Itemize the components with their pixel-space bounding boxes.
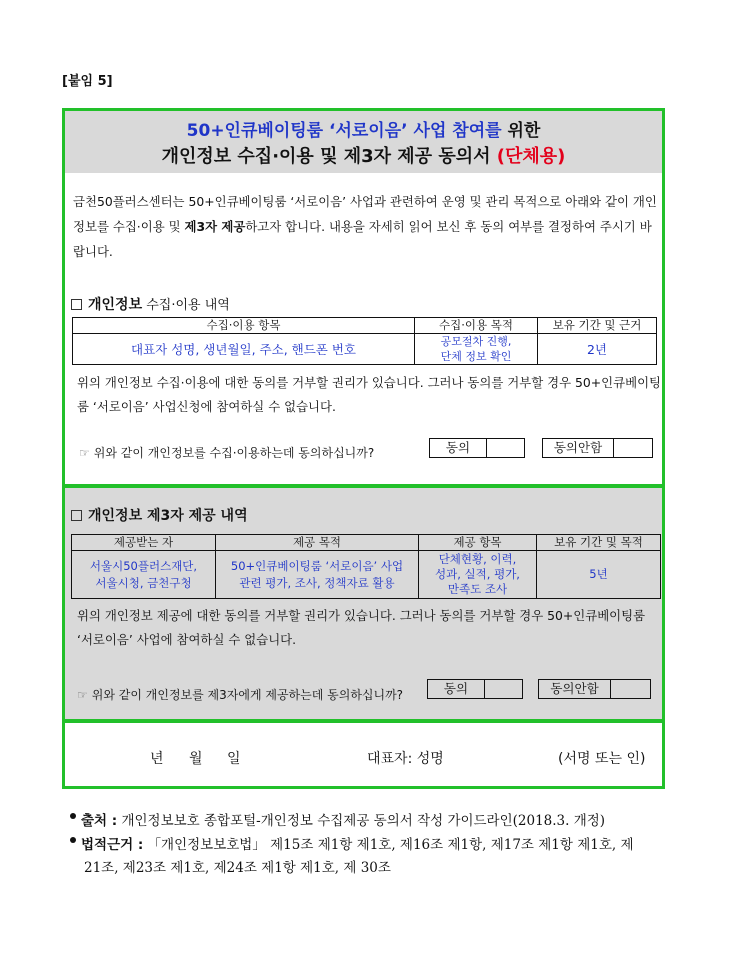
legal-basis-note-continued: 21조, 제23조 제1호, 제24조 제1항 제1호, 제 30조 [84, 860, 391, 876]
section2-heading: 개인정보 제3자 제공 내역 [71, 505, 248, 525]
section1-heading: 개인정보 수집·이용 내역 [71, 294, 230, 314]
table-row: 대표자 성명, 생년월일, 주소, 핸드폰 번호 공모절차 진행, 단체 정보 확인 2년 [73, 334, 657, 365]
title-banner [65, 111, 662, 173]
third-party-agree-checkbox[interactable]: 동의 [427, 679, 523, 699]
pointing-hand-icon: ☞ [79, 446, 90, 460]
third-party-table [71, 534, 661, 599]
source-note: 출처 : 개인정보보호 종합포털-개인정보 수집제공 동의서 작성 가이드라인(2018.3. 개정) [70, 810, 690, 833]
bullet-icon [70, 837, 76, 843]
collection-table [72, 317, 657, 365]
date-year-label: 년 [150, 751, 164, 767]
representative-name-label: 대표자: 성명 [367, 751, 444, 767]
collection-agree-checkbox[interactable]: 동의 [429, 438, 525, 458]
consent-section-third-party [62, 485, 665, 722]
section2-notice: 위의 개인정보 제공에 대한 동의를 거부할 권리가 있습니다. 그러나 동의를 거부할 경우 50+인큐베이팅룸 ‘서로이음’ 사업에 참여하실 수 없습니다. [77, 608, 646, 647]
checkbox-square-icon [71, 510, 82, 521]
collection-disagree-checkbox[interactable]: 동의안함 [542, 438, 653, 458]
signature-seal-label: (서명 또는 인) [558, 751, 646, 767]
section1-notice: 위의 개인정보 수집·이용에 대한 동의를 거부할 권리가 있습니다. 그러나 동의를 거부할 경우 50+인큐베이팅룸 ‘서로이음’ 사업신청에 참여하실 수 없습니다. [77, 375, 662, 414]
title-line-1: 50+인큐베이팅룸 ‘서로이음’ 사업 참여를 위한 [186, 121, 541, 141]
legal-basis-note: 법적근거 : 「개인정보보호법」 제15조 제1항 제1호, 제16조 제1항, 제17조 제1항 제1호, 제 [70, 834, 690, 857]
group-type-label: (단체용) [496, 146, 566, 167]
intro-paragraph: 금천50플러스센터는 50+인큐베이팅룸 ‘서로이음’ 사업과 관련하여 운영 및 관리 목적으로 아래와 같이 개인정보를 수집·이용 및 제3자 제공하고자 합니다. 내용을 자세히 읽어 보신 후 동의 여부를 결정하여 주시기 바랍니다. [73, 194, 657, 259]
bullet-icon [70, 813, 76, 819]
signature-section [62, 720, 665, 789]
date-day-label: 일 [227, 751, 241, 767]
pointing-hand-icon: ☞ [77, 688, 88, 702]
section1-question: ☞ 위와 같이 개인정보를 수집·이용하는데 동의하십니까? [79, 446, 375, 460]
third-party-disagree-checkbox[interactable]: 동의안함 [538, 679, 651, 699]
title-line-2: 개인정보 수집·이용 및 제3자 제공 동의서 (단체용) [161, 146, 566, 167]
consent-section-collection [62, 108, 665, 487]
table-header-row: 수집·이용 항목 수집·이용 목적 보유 기간 및 근거 [73, 318, 657, 334]
date-month-label: 월 [189, 751, 203, 767]
section2-question: ☞ 위와 같이 개인정보를 제3자에게 제공하는데 동의하십니까? [77, 688, 404, 702]
checkbox-square-icon [71, 299, 82, 310]
attachment-label: [붙임 5] [62, 74, 113, 89]
table-header-row: 제공받는 자 제공 목적 제공 항목 보유 기간 및 목적 [72, 535, 661, 551]
table-row: 서울시50플러스재단, 서울시청, 금천구청 50+인큐베이팅룸 ‘서로이음’ 사업 관련 평가, 조사, 정책자료 활용 단체현황, 이력, 성과, 실적, 평가, 만족도 조사 5년 [72, 551, 661, 599]
